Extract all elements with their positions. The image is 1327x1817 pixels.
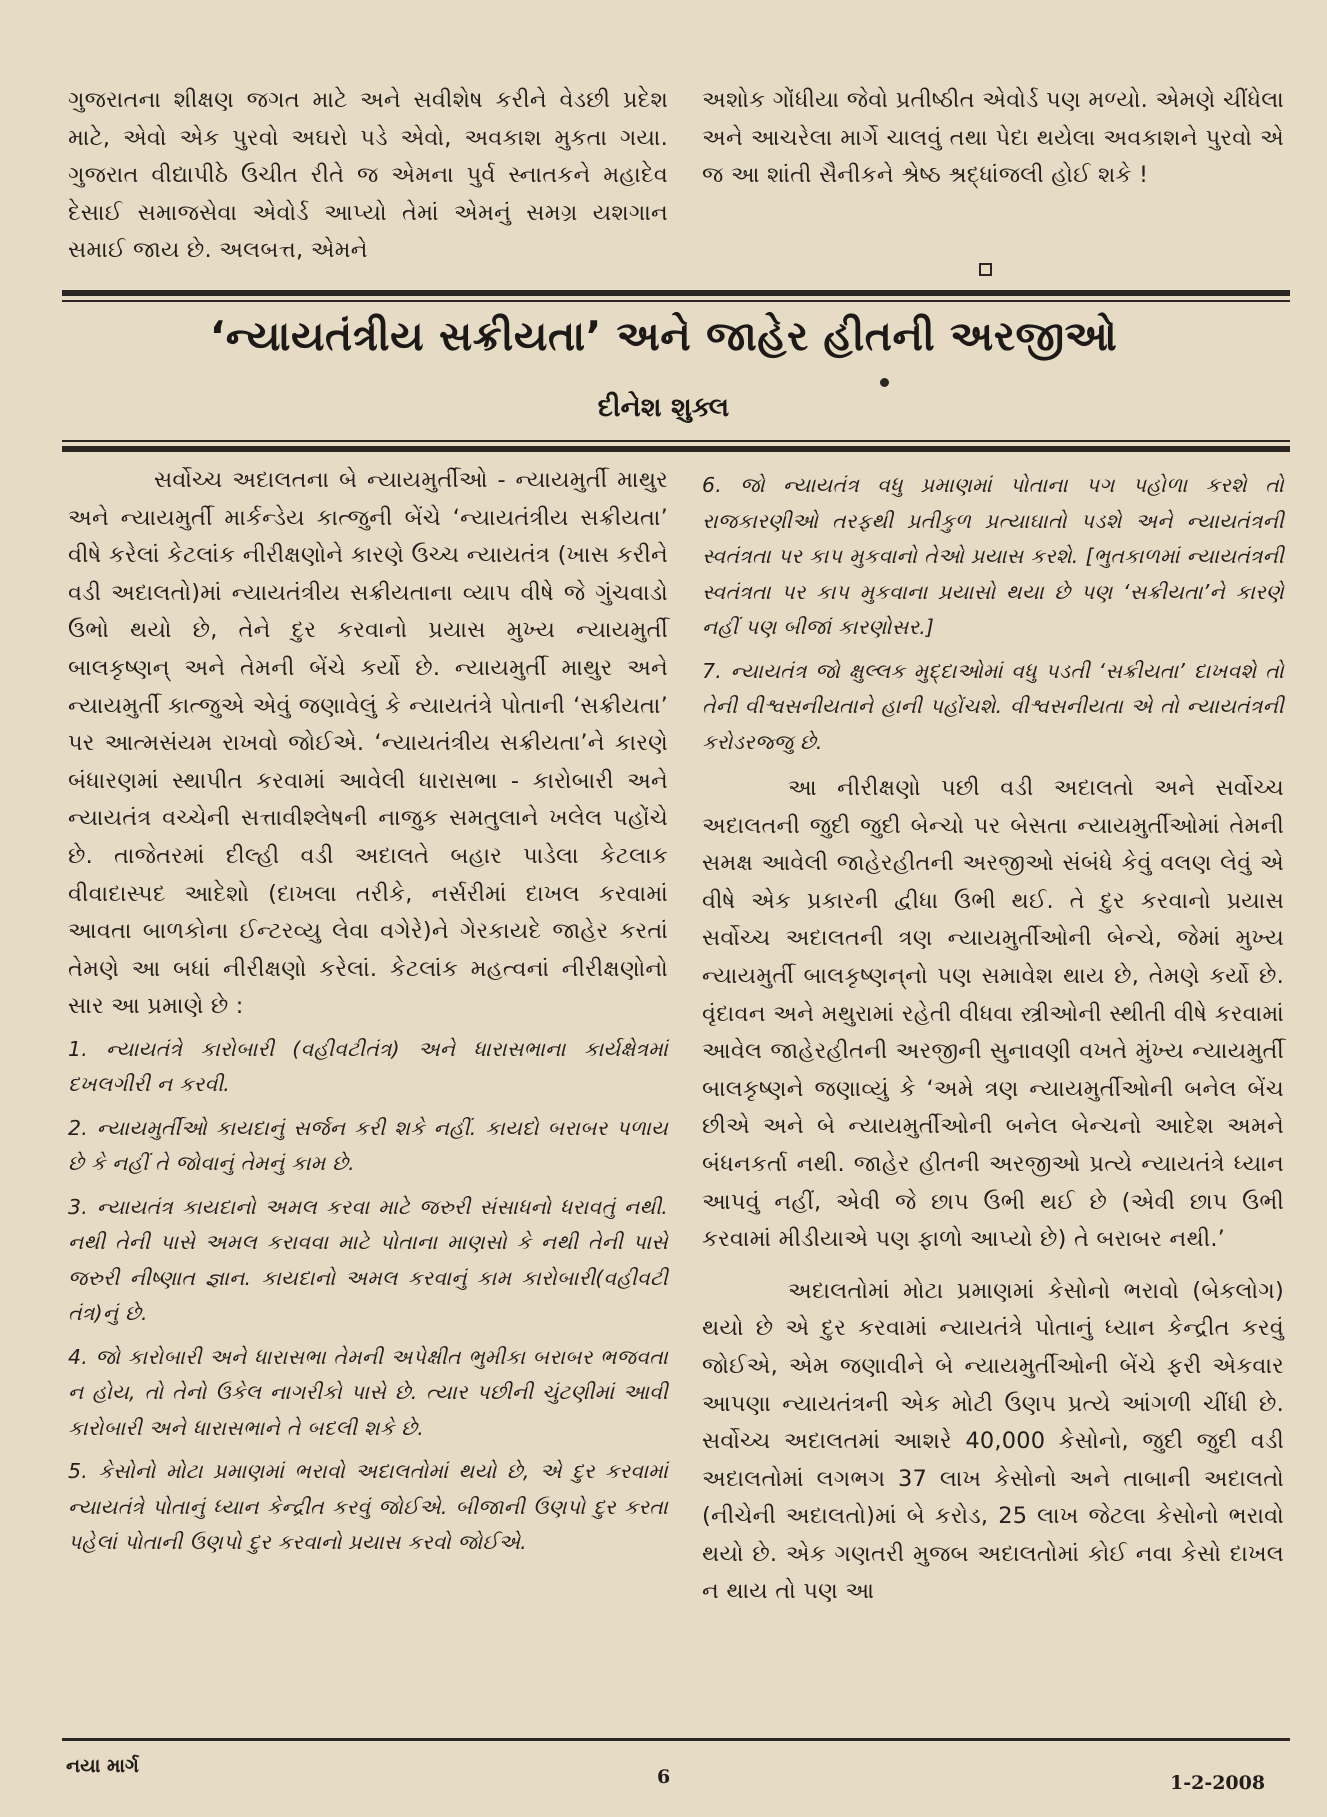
title-top-rule-thin <box>62 300 1290 302</box>
point-5: 5. કેસોનો મોટા પ્રમાણમાં ભરાવો અદાલતોમાં થયો છે, એ દુર કરવામાં ન્યાયતંત્રે પોતાનું ધ્યાન કેન્દ્રીત કરવું જોઈએ. બીજાની ઉણપો દુર કરતા પહેલાં પોતાની ઉણપો દુર કરવાનો પ્રયાસ કરવો જોઈએ. <box>68 1459 668 1555</box>
point-7: 7. ન્યાયતંત્ર જો ક્ષુલ્લક મુદ્દાઓમાં વધુ પડતી ‘સક્રીયતા’ દાખવશે તો તેની વીશ્વસનીયતાને હાની પહોંચશે. વીશ્વસનીયતા એ તો ન્યાયતંત્રની કરોડરજ્જુ છે. <box>702 658 1284 754</box>
point-4: 4. જો કારોબારી અને ધારાસભા તેમની અપેક્ષીત ભુમીકા બરાબર ભજવતા ન હોય, તો તેનો ઉકેલ નાગરીકો પાસે છે. ત્યાર પછીની ચુંટણીમાં આવી કારોબારી અને ધારાસભાને તે બદલી શકે છે. <box>68 1344 668 1440</box>
intro-paragraph: સર્વોચ્ચ અદાલતના બે ન્યાયમુર્તીઓ - ન્યાયમુર્તી માથુર અને ન્યાયમુર્તી માર્કન્ડેય કાત્જુની બેંચે ‘ન્યાયતંત્રીય સક્રીયતા’ વીષે કરેલાં કેટલાંક નીરીક્ષણોને કારણે ઉચ્ચ ન્યાયતંત્ર (ખાસ કરીને વડી અદાલતો)માં ન્યાયતંત્રીય સક્રીયતાના વ્યાપ વીષે જે ગુંચવાડો ઉભો થયો છે, તેને દુર કરવાનો પ્રયાસ મુખ્ય ન્યાયમુર્તી બાલકૃષ્ણન્ અને તેમની બેંચે કર્યો છે. ન્યાયમુર્તી માથુર અને ન્યાયમુર્તી કાત્જુએ એવું જણાવેલું કે ન્યાયતંત્રે પોતાની ‘સક્રીયતા’ પર આત્મસંયમ રાખવો જોઈએ. ‘ન્યાયતંત્રીય સક્રીયતા’ને કારણે બંધારણમાં સ્થાપીત કરવામાં આવેલી ધારાસભા - કારોબારી અને ન્યાયતંત્ર વચ્ચેની સત્તાવીશ્લેષની નાજુક સમતુલાને ખલેલ પહોંચે છે. તાજેતરમાં દીલ્હી વડી અદાલતે બહાર પાડેલા કેટલાક વીવાદાસ્પદ આદેશો (દાખલા તરીકે, નર્સરીમાં દાખલ કરવામાં આવતા બાળકોના ઈન્ટરવ્યુ લેવા વગેરે)ને ગેરકાયદે જાહેર કરતાં તેમણે આ બધાં નીરીક્ષણો કરેલાં. કેટલાંક મહત્વનાં નીરીક્ષણોનો સાર આ પ્રમાણે છે : <box>68 467 668 1020</box>
point-2: 2. ન્યાયમુર્તીઓ કાયદાનું સર્જન કરી શકે નહીં. કાયદો બરાબર પળાય છે કે નહીં તે જોવાનું તેમનું કામ છે. <box>68 1115 668 1176</box>
point-6: 6. જો ન્યાયતંત્ર વધુ પ્રમાણમાં પોતાના પગ પહોળા કરશે તો રાજકારણીઓ તરફથી પ્રતીકુળ પ્રત્યાઘાતો પડશે અને ન્યાયતંત્રની સ્વતંત્રતા પર કાપ મુકવાનો તેઓ પ્રયાસ કરશે. [ભુતકાળમાં ન્યાયતંત્રની સ્વતંત્રતા પર કાપ મુકવાના પ્રયાસો થયા છે પણ ‘સક્રીયતા’ને કારણે નહીં પણ બીજાં કારણોસર.] <box>702 473 1284 639</box>
footer-date: 1-2-2008 <box>1170 1772 1266 1794</box>
top-left-column <box>68 82 668 270</box>
author-bottom-rule-thin <box>62 440 1290 442</box>
right-paragraph-1: આ નીરીક્ષણો પછી વડી અદાલતો અને સર્વોચ્ચ અદાલતની જુદી જુદી બેન્ચો પર બેસતા ન્યાયમુર્તીઓમાં તેમની સમક્ષ આવેલી જાહેરહીતની અરજીઓ સંબંધે કેવું વલણ લેવું એ વીષે એક પ્રકારની દ્વીધા ઉભી થઈ. તે દુર કરવાનો પ્રયાસ સર્વોચ્ચ અદાલતની ત્રણ ન્યાયમુર્તીઓની બેન્ચે, જેમાં મુખ્ય ન્યાયમુર્તી બાલકૃષ્ણન્‌નો પણ સમાવેશ થાય છે, તેમણે કર્યો છે. વૃંદાવન અને મથુરામાં રહેતી વીધવા સ્ત્રીઓની સ્થીતી વીષે કરવામાં આવેલ જાહેરહીતની અરજીની સુનાવણી વખતે મુંખ્ય ન્યાયમુર્તી બાલકૃષ્ણને જણાવ્યું કે ‘અમે ત્રણ ન્યાયમુર્તીઓની બનેલ બેંચ છીએ અને બે ન્યાયમુર્તીઓની બનેલ બેન્ચનો આદેશ અમને બંધનકર્તા નથી. જાહેર હીતની અરજીઓ પ્રત્યે ન્યાયતંત્રે ધ્યાન આપવું નહીં, એવી જે છાપ ઉભી થઈ છે (એવી છાપ ઉભી કરવામાં મીડીયાએ પણ ફાળો આપ્યો છે) તે બરાબર નથી.’ <box>702 775 1284 1253</box>
article-author: દીનેશ શુક્લ <box>597 392 730 423</box>
footer-magazine-name: નયા માર્ગ <box>66 1755 139 1777</box>
ornament-dot <box>880 378 889 387</box>
point-3: 3. ન્યાયતંત્ર કાયદાનો અમલ કરવા માટે જરુરી સંસાધનો ધરાવતું નથી. નથી તેની પાસે અમલ કરાવવા માટે પોતાના માણસો કે નથી તેની પાસે જરુરી નીષ્ણાત જ્ઞાન. કાયદાનો અમલ કરવાનું કામ કારોબારી(વહીવટી તંત્ર)નું છે. <box>68 1194 668 1326</box>
footer-page-number: 6 <box>657 1766 671 1788</box>
section-end-mark <box>979 263 992 276</box>
top-right-column <box>702 82 1284 195</box>
footer-rule <box>62 1738 1290 1741</box>
article-left-column <box>68 462 668 1561</box>
article-title: ‘ન્યાયતંત્રીય સક્રીયતા’ અને જાહેર હીતની અરજીઓ <box>209 312 1118 360</box>
top-right-text: અશોક ગોંધીયા જેવો પ્રતીષ્ઠીત એવોર્ડ પણ મળ્યો. એમણે ચીંધેલા અને આચરેલા માર્ગે ચાલવું તથા પેદા થયેલા અવકાશને પુરવો એ જ આ શાંતી સૈનીકને શ્રેષ્ઠ શ્રદ્ધાંજલી હોઈ શકે ! <box>702 87 1284 189</box>
author-bottom-rule <box>62 446 1290 452</box>
point-1: 1. ન્યાયતંત્રે કારોબારી (વહીવટીતંત્ર) અને ધારાસભાના કાર્યક્ષેત્રમાં દખલગીરી ન કરવી. <box>68 1036 668 1097</box>
right-paragraph-2: અદાલતોમાં મોટા પ્રમાણમાં કેસોનો ભરાવો (બેકલોગ) થયો છે એ દુર કરવામાં ન્યાયતંત્રે પોતાનું ધ્યાન કેન્દ્રીત કરવું જોઈએ, એમ જણાવીને બે ન્યાયમુર્તીઓની બેંચે ફરી એકવાર આપણા ન્યાયતંત્રની એક મોટી ઉણપ પ્રત્યે આંગળી ચીંધી છે. સર્વોચ્ચ અદાલતમાં આશરે 40,000 કેસોનો, જુદી જુદી વડી અદાલતોમાં લગભગ 37 લાખ કેસોનો અને તાબાની અદાલતો (નીચેની અદાલતો)માં બે કરોડ, 25 લાખ જેટલા કેસોનો ભરાવો થયો છે. એક ગણતરી મુજબ અદાલતોમાં કોઈ નવા કેસો દાખલ ન થાય તો પણ આ <box>702 1277 1284 1605</box>
top-left-text: ગુજરાતના શીક્ષણ જગત માટે અને સવીશેષ કરીને વેડછી પ્રદેશ માટે, એવો એક પુરવો અઘરો પડે એવો, અવકાશ મુકતા ગયા. ગુજરાત વીદ્યાપીઠે ઉચીત રીતે જ એમના પુર્વ સ્નાતકને મહાદેવ દેસાઈ સમાજસેવા એવોર્ડ આપ્યો તેમાં એમનું સમગ્ર યશગાન સમાઈ જાય છે. અલબત્ત, એમને <box>68 87 668 264</box>
article-right-column <box>702 468 1284 1611</box>
title-top-rule <box>62 290 1290 296</box>
